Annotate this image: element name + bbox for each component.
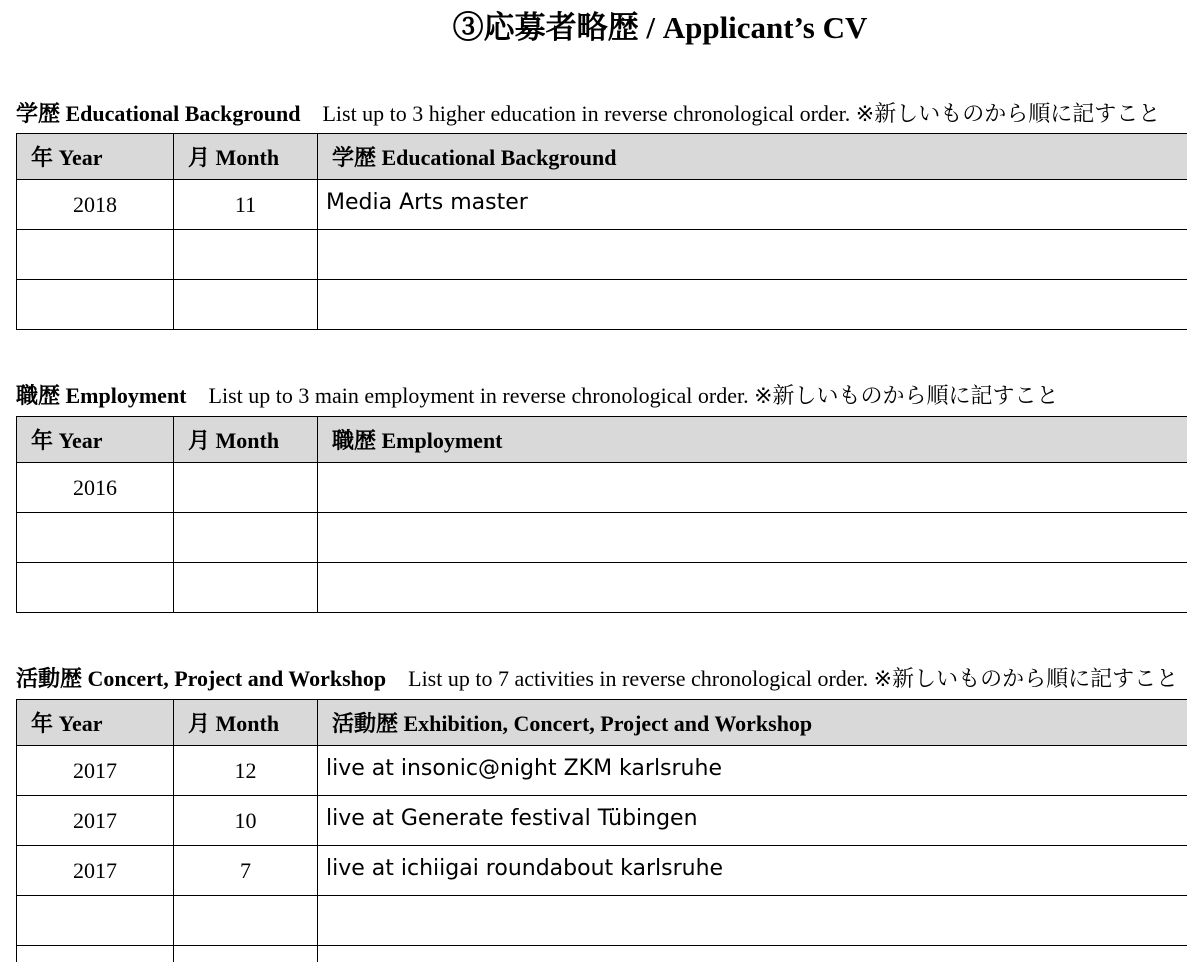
education-cell[interactable]: Media Arts master — [318, 180, 1187, 230]
month-cell[interactable]: 10 — [174, 796, 318, 846]
column-header-month: 月 Month — [174, 700, 318, 746]
education-cell[interactable] — [318, 280, 1187, 330]
table-row — [17, 280, 1187, 330]
column-header-employment: 職歴 Employment — [318, 417, 1187, 463]
activity-cell[interactable]: live at ichiigai roundabout karlsruhe — [318, 846, 1187, 896]
month-cell[interactable] — [174, 230, 318, 280]
year-cell[interactable]: 2017 — [17, 796, 174, 846]
month-cell[interactable] — [174, 563, 318, 613]
column-header-year: 年 Year — [17, 700, 174, 746]
table-header-row — [17, 700, 1187, 746]
month-cell[interactable] — [174, 280, 318, 330]
page-title: ③応募者略歴 / Applicant’s CV — [452, 10, 868, 45]
column-header-year: 年 Year — [17, 417, 174, 463]
year-cell[interactable]: 2017 — [17, 746, 174, 796]
table-row — [17, 563, 1187, 613]
employment-note: List up to 3 main employment in reverse chronological order. ※新しいものから順に記すこと — [208, 383, 1059, 408]
activities-section-header — [16, 662, 1178, 693]
month-cell[interactable]: 7 — [174, 846, 318, 896]
education-heading: 学歴 Educational Background — [16, 101, 301, 126]
table-row — [17, 946, 1187, 962]
year-cell[interactable] — [17, 230, 174, 280]
year-cell[interactable] — [17, 280, 174, 330]
activities-heading: 活動歴 Concert, Project and Workshop — [16, 666, 387, 691]
education-table — [16, 133, 1187, 330]
activity-cell[interactable]: live at insonic@night ZKM karlsruhe — [318, 746, 1187, 796]
column-header-year: 年 Year — [17, 134, 174, 180]
education-note: List up to 3 higher education in reverse chronological order. ※新しいものから順に記すこと — [322, 101, 1161, 126]
year-cell[interactable]: 2017 — [17, 846, 174, 896]
activities-note: List up to 7 activities in reverse chronological order. ※新しいものから順に記すこと — [408, 666, 1179, 691]
month-cell[interactable] — [174, 463, 318, 513]
activities-table — [16, 699, 1187, 962]
table-row — [17, 230, 1187, 280]
column-header-education: 学歴 Educational Background — [318, 134, 1187, 180]
activity-cell[interactable] — [318, 946, 1187, 962]
column-header-month: 月 Month — [174, 134, 318, 180]
year-cell[interactable] — [17, 896, 174, 946]
table-row — [17, 180, 1187, 230]
table-row — [17, 746, 1187, 796]
year-cell[interactable]: 2016 — [17, 463, 174, 513]
table-header-row — [17, 134, 1187, 180]
employment-table — [16, 416, 1187, 613]
education-cell[interactable] — [318, 230, 1187, 280]
table-row — [17, 513, 1187, 563]
table-header-row — [17, 417, 1187, 463]
year-cell[interactable] — [17, 513, 174, 563]
column-header-month: 月 Month — [174, 417, 318, 463]
year-cell[interactable]: 2018 — [17, 180, 174, 230]
employment-cell[interactable] — [318, 563, 1187, 613]
month-cell[interactable] — [174, 896, 318, 946]
education-section-header — [16, 97, 1160, 128]
month-cell[interactable] — [174, 946, 318, 962]
employment-heading: 職歴 Employment — [16, 383, 187, 408]
month-cell[interactable] — [174, 513, 318, 563]
table-row — [17, 896, 1187, 946]
table-row — [17, 796, 1187, 846]
employment-section-header — [16, 379, 1059, 410]
activity-cell[interactable] — [318, 896, 1187, 946]
employment-cell[interactable] — [318, 513, 1187, 563]
employment-cell[interactable] — [318, 463, 1187, 513]
year-cell[interactable] — [17, 946, 174, 962]
month-cell[interactable]: 11 — [174, 180, 318, 230]
table-row — [17, 463, 1187, 513]
table-row — [17, 846, 1187, 896]
year-cell[interactable] — [17, 563, 174, 613]
month-cell[interactable]: 12 — [174, 746, 318, 796]
activity-cell[interactable]: live at Generate festival Tübingen — [318, 796, 1187, 846]
column-header-activities: 活動歴 Exhibition, Concert, Project and Workshop — [318, 700, 1187, 746]
